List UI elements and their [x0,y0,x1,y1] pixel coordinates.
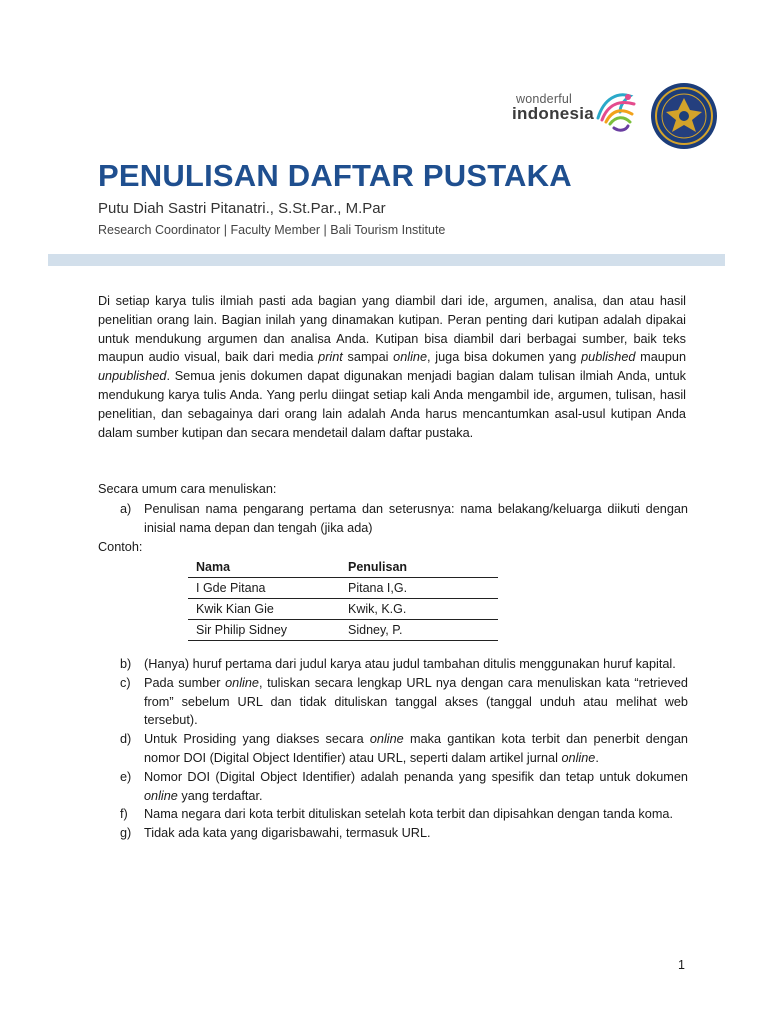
institute-seal-logo [650,82,718,150]
author-name: Putu Diah Sastri Pitanatri., S.St.Par., M.Par [98,200,386,217]
page-number: 1 [678,958,685,972]
list-item-text: maka gantikan kota terbit dan penerbit dengan nomor DOI (Digital Object Identifier) atau URL, seperti dalam artikel jurnal [144,732,688,765]
list-item [98,730,688,768]
table-cell: I Gde Pitana [188,578,340,599]
list-item-text: Untuk Prosiding yang diakses secara [144,732,370,747]
column-header: Penulisan [340,556,498,578]
intro-paragraph [98,292,686,442]
intro-emphasis: online [393,350,428,365]
rule-list-b [98,655,688,843]
list-item-text: yang terdaftar. [177,788,263,803]
list-item-emphasis: online [144,788,178,803]
author-role: Research Coordinator | Faculty Member | Bali Tourism Institute [98,223,446,237]
example-label: Contoh: [98,540,143,554]
list-item-text: Tidak ada kata yang digarisbawahi, termasuk URL. [144,826,431,841]
intro-text: , juga bisa dokumen yang [427,350,582,365]
list-marker: e) [120,769,132,784]
logo-top-text: wonderful [516,92,572,106]
table-row [188,599,498,620]
list-item [98,824,688,843]
intro-emphasis: print [318,350,343,365]
intro-text: maupun [635,350,687,365]
intro-text: Di setiap karya tulis ilmiah pasti ada bagian yang diambil dari ide, argumen, analisa, dan atau hasil penelitian orang lain. Bagian inilah yang dinamakan kutipan. Peran penting dari kutipan adalah dipakai untuk mendukung argumen dan analisa Anda. Kutipan bisa diambil dari berbagai sumber, baik teks maupun audio visual, baik dari media [98,294,686,365]
table-cell: Kwik Kian Gie [188,599,340,620]
list-item [98,768,688,806]
list-marker: g) [120,826,132,841]
list-item-emphasis: online [369,732,404,747]
table-header-row [188,556,498,578]
logo-bottom-text: indonesia [512,104,595,123]
list-item-text: (Hanya) huruf pertama dari judul karya atau judul tambahan ditulis menggunakan huruf kapital. [144,657,676,671]
table-cell: Sir Philip Sidney [188,620,340,641]
list-marker: f) [120,807,128,822]
list-item-emphasis: online [561,750,596,765]
list-item-text: , tuliskan secara lengkap URL nya dengan cara menuliskan kata “retrieved from” sebelum URL dan tidak dituliskan tanggal akses (tanggal unduh atau melihat web tersebut). [144,675,688,728]
list-marker: d) [120,732,132,747]
intro-text: sampai [342,350,394,365]
list-item-emphasis: online [225,675,259,690]
header-divider-band [48,254,725,266]
author-name-example-table [188,556,498,641]
table-cell: Pitana I,G. [340,578,498,599]
column-header: Nama [188,556,340,578]
table-row [188,578,498,599]
intro-emphasis: unpublished [98,369,167,384]
list-item [98,655,688,674]
page-title: PENULISAN DAFTAR PUSTAKA [98,158,572,193]
list-item-text: Penulisan nama pengarang pertama dan seterusnya: nama belakang/keluarga diikuti dengan inisial nama depan dan tengah (jika ada) [144,502,688,535]
list-intro-label: Secara umum cara menuliskan: [98,482,277,496]
list-item [98,500,688,538]
list-item-text: Pada sumber [144,675,226,690]
list-item [98,805,688,824]
table-cell: Sidney, P. [340,620,498,641]
intro-text: . Semua jenis dokumen dapat digunakan menjadi bagian dalam tulisan ilmiah Anda, untuk mendukung karya tulis Anda. Yang perlu diingat setiap kali Anda mengambil ide, argumen, tulisan, hasil penelitian, dan sebagainya dari orang lain adalah Anda harus mencantumkan asal-usul kutipan Anda dalam sumber kutipan dan secara mendetail dalam daftar pustaka. [98,369,686,440]
list-item [98,674,688,730]
wonderful-indonesia-logo [508,88,640,140]
garuda-bird-icon [590,88,640,138]
list-item-text: Nama negara dari kota terbit dituliskan setelah kota terbit dan dipisahkan dengan tanda koma. [144,807,673,822]
list-marker: c) [120,675,131,690]
table-cell: Kwik, K.G. [340,599,498,620]
list-marker: b) [120,657,132,671]
list-marker: a) [120,502,132,516]
rule-list-a [98,500,688,538]
intro-emphasis: published [581,350,636,365]
list-item-text: . [595,750,599,765]
table-row [188,620,498,641]
list-item-text: Nomor DOI (Digital Object Identifier) adalah penanda yang spesifik dan tetap untuk dokumen [144,769,688,784]
